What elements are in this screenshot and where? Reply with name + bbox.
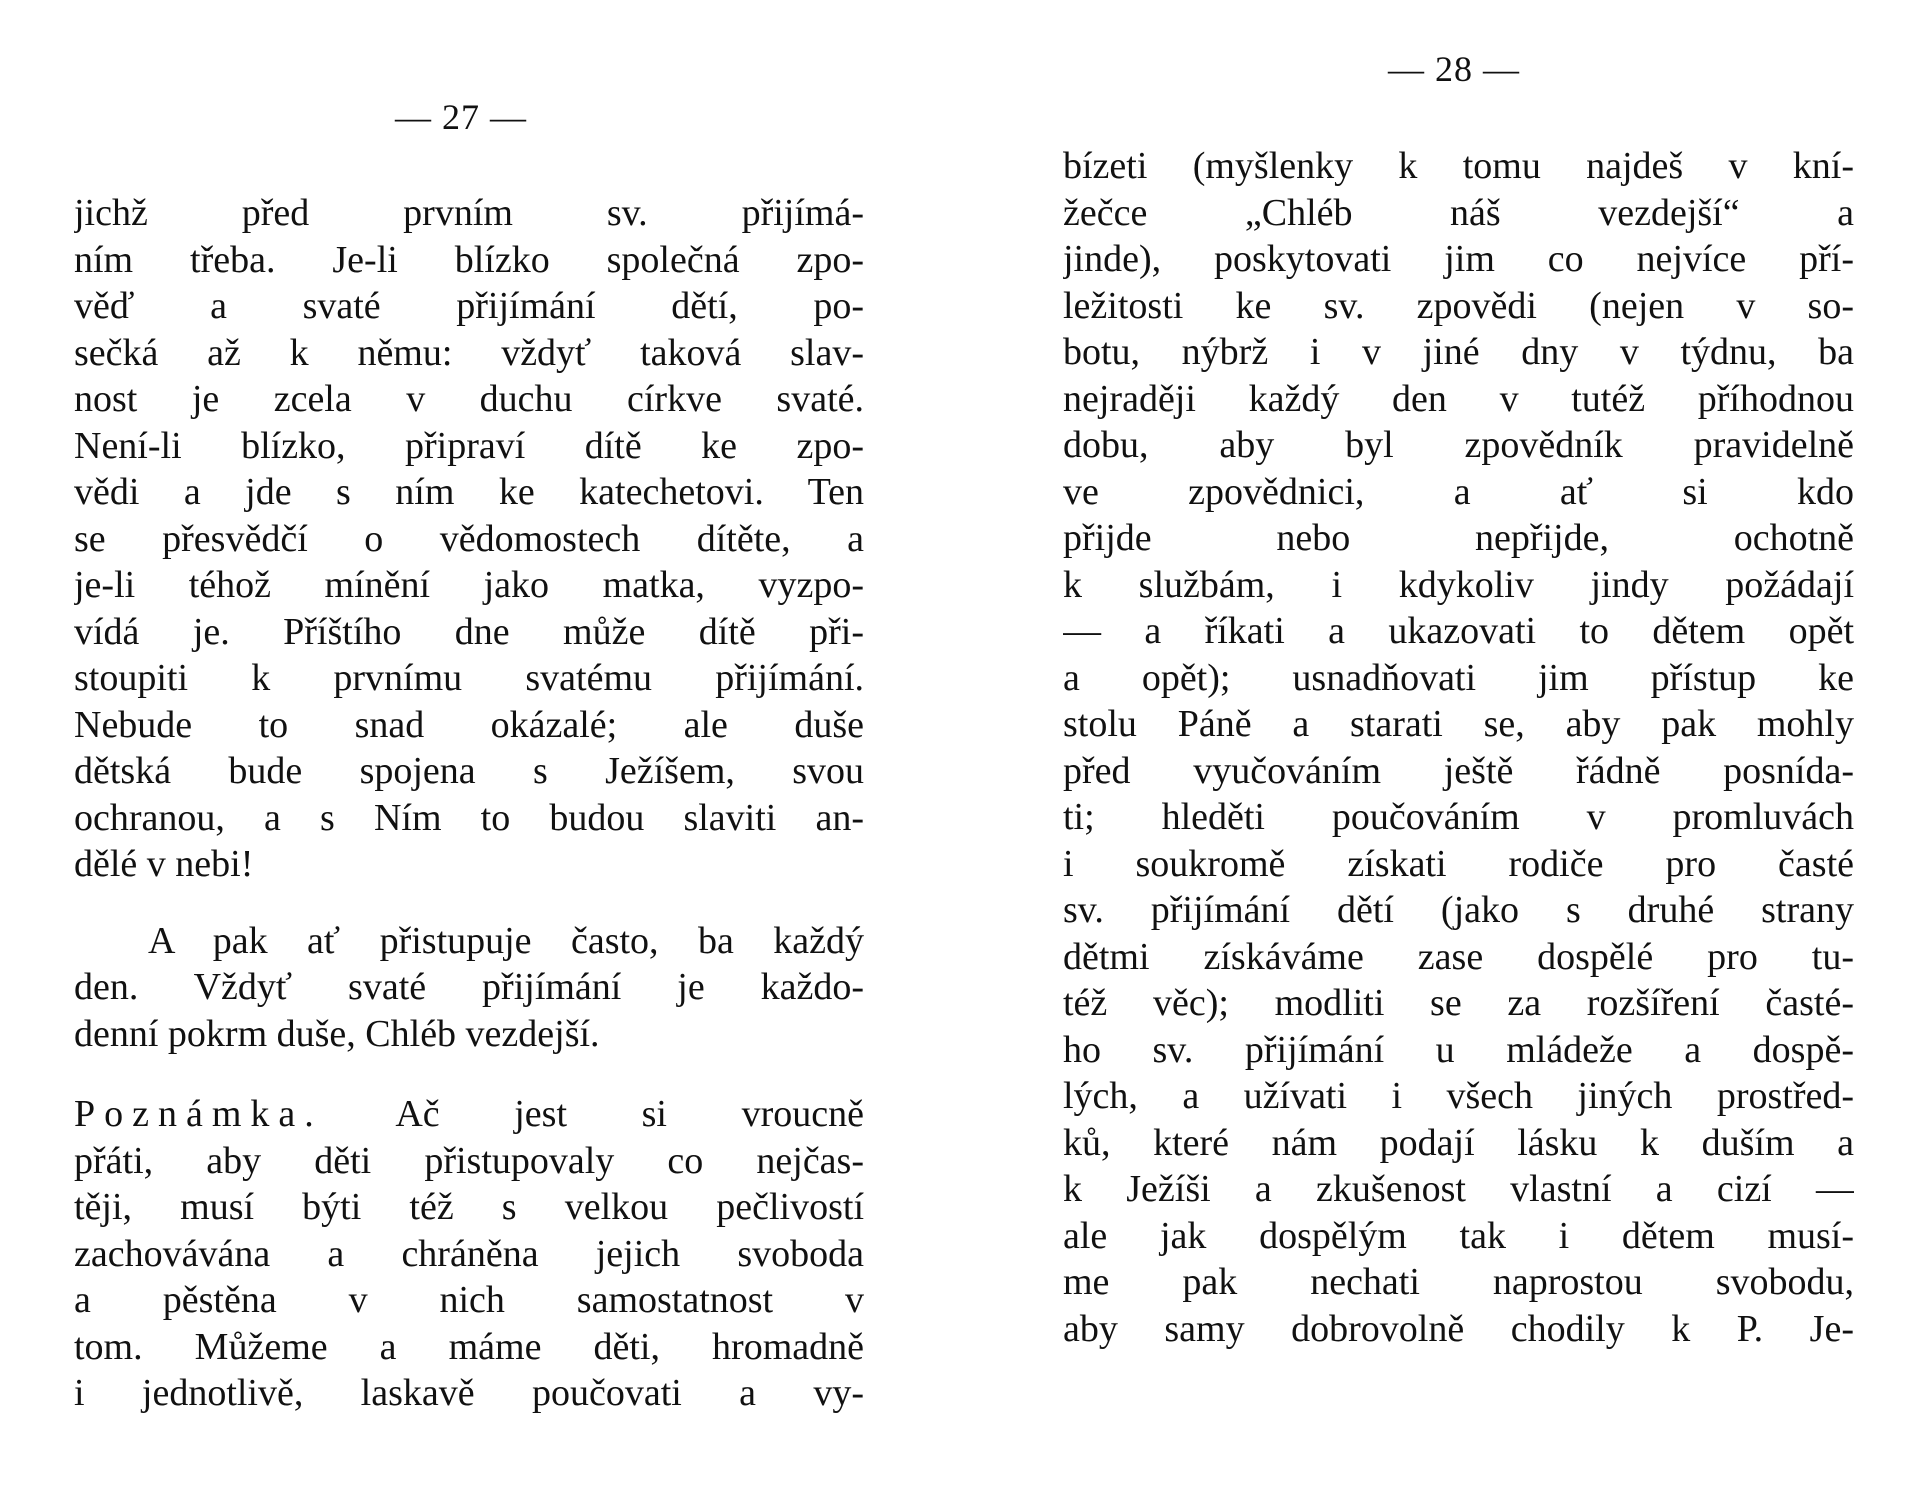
text-line: ležitosti ke sv. zpovědi (nejen v so- [1063, 284, 1854, 327]
text-line: ním třeba. Je-li blízko společná zpo- [74, 238, 864, 281]
text-line: i jednotlivě, laskavě poučovati a vy- [74, 1372, 864, 1414]
text-line: se přesvědčí o vědomostech dítěte, a [74, 517, 864, 560]
text-line: nejraději každý den v tutéž příhodnou [1063, 377, 1854, 420]
paragraph-daily-bread [74, 918, 864, 1058]
note-label: Poznámka. [74, 1093, 323, 1135]
left-page-text [74, 190, 864, 1417]
text-line: sv. přijímání dětí (jako s druhé strany [1063, 889, 1854, 931]
text-line: dětská bude spojena s Ježíšem, svou [74, 750, 864, 792]
text-line: ho sv. přijímání u mládeže a dospě- [1063, 1028, 1854, 1071]
text-line: A pak ať přistupuje často, ba každý [148, 919, 864, 962]
right-page [954, 0, 1908, 1500]
text-line: Nebude to snad okázalé; ale duše [74, 703, 864, 746]
text-line: k Ježíši a zkušenost vlastní a cizí — [1063, 1168, 1854, 1210]
text-line: aby samy dobrovolně chodily k P. Je- [1063, 1307, 1854, 1350]
text-line: ků, které nám podají lásku k duším a [1063, 1121, 1854, 1164]
text-line: k službám, i kdykoliv jindy požádají [1063, 563, 1854, 606]
text-line: vídá je. Příštího dne může dítě při- [74, 610, 864, 653]
text-line: — a říkati a ukazovati to dětem opět [1063, 610, 1854, 652]
text-line: ti; hleděti poučováním v promluvách [1063, 796, 1854, 838]
text-line: těji, musí býti též s velkou pečlivostí [74, 1186, 864, 1228]
text-line: zachovávána a chráněna jejich svoboda [74, 1232, 864, 1275]
text-line: me pak nechati naprostou svobodu, [1063, 1261, 1854, 1303]
text-line: před vyučováním ještě řádně posnída- [1063, 749, 1854, 792]
paragraph-gap [74, 1057, 864, 1091]
text-line: jichž před prvním sv. přijímá- [74, 192, 864, 234]
text-line: ochranou, a s Ním to budou slaviti an- [74, 796, 864, 839]
paragraph-note [74, 1091, 864, 1417]
text-line: lých, a užívati i všech jiných prostřed- [1063, 1075, 1854, 1117]
text-line: bízeti (myšlenky k tomu najdeš v kní- [1063, 145, 1854, 187]
text-line: den. Vždyť svaté přijímání je každo- [74, 966, 864, 1008]
text-line: dobu, aby byl zpovědník pravidelně [1063, 424, 1854, 466]
text-line: ve zpovědnici, a ať si kdo [1063, 470, 1854, 513]
text-line: i soukromě získati rodiče pro časté [1063, 842, 1854, 885]
text-line: stoupiti k prvnímu svatému přijímání. [74, 657, 864, 699]
text-line: vědi a jde s ním ke katechetovi. Ten [74, 471, 864, 513]
text-line: též věc); modliti se za rozšíření časté- [1063, 982, 1854, 1024]
text-line [74, 1091, 864, 1138]
note-text: Ač jest si vroucně [322, 1093, 864, 1135]
text-line: dětmi získáváme zase dospělé pro tu- [1063, 935, 1854, 978]
text-line: jinde), poskytovati jim co nejvíce pří- [1063, 238, 1854, 280]
text-line: ale jak dospělým tak i dětem musí- [1063, 1214, 1854, 1257]
paragraph-first-communion [74, 190, 864, 888]
text-line: botu, nýbrž i v jiné dny v týdnu, ba [1063, 331, 1854, 373]
page-number-28: — 28 — [1388, 49, 1520, 89]
page-number-27: — 27 — [395, 97, 527, 137]
text-line: žečce „Chléb náš vezdejší“ a [1063, 191, 1854, 234]
text-line: stolu Páně a starati se, aby pak mohly [1063, 703, 1854, 745]
right-page-text [1063, 143, 1854, 1352]
text-line: přáti, aby děti přistupovaly co nejčas- [74, 1139, 864, 1182]
text-line: dělé v nebi! [74, 843, 254, 885]
text-line: denní pokrm duše, Chléb vezdejší. [74, 1012, 600, 1055]
text-line: je-li téhož mínění jako matka, vyzpo- [74, 564, 864, 606]
text-line: a pěstěna v nich samostatnost v [74, 1279, 864, 1321]
text-line: sečká až k němu: vždyť taková slav- [74, 331, 864, 374]
text-line: a opět); usnadňovati jim přístup ke [1063, 656, 1854, 699]
text-line: věď a svaté přijímání dětí, po- [74, 285, 864, 327]
text-line: tom. Můžeme a máme děti, hromadně [74, 1325, 864, 1368]
paragraph-gap [74, 888, 864, 918]
text-line: Není-li blízko, připraví dítě ke zpo- [74, 424, 864, 467]
text-line: přijde nebo nepřijde, ochotně [1063, 517, 1854, 559]
text-line: nost je zcela v duchu církve svaté. [74, 378, 864, 420]
